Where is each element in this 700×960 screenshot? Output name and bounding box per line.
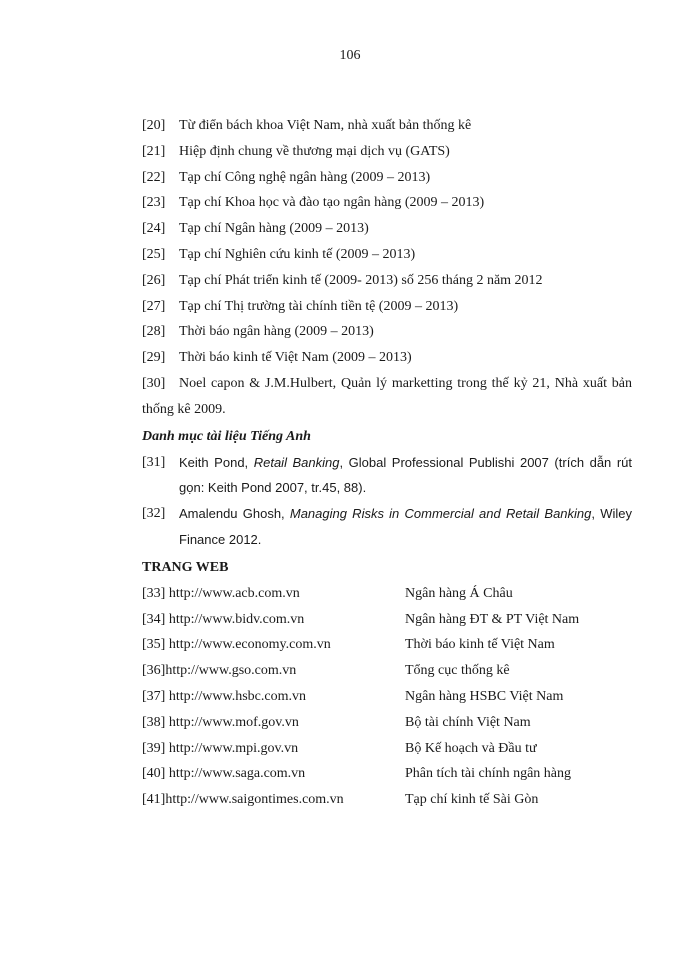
reference-text: Tạp chí Khoa học và đào tạo ngân hàng (2009 – 2013) <box>179 195 485 211</box>
reference-number: [23] <box>142 195 166 211</box>
web-references <box>142 581 632 813</box>
web-reference-url: [40] http://www.saga.com.vn <box>142 766 306 782</box>
web-reference-item <box>142 581 632 607</box>
reference-title: Managing Risks in Commercial and Retail Banking <box>289 506 592 522</box>
reference-text: Tạp chí Ngân hàng (2009 – 2013) <box>179 221 369 237</box>
english-section-title: Danh mục tài liệu Tiếng Anh <box>142 428 311 444</box>
reference-item <box>142 113 632 139</box>
reference-number: [20] <box>142 118 166 133</box>
reference-item <box>142 242 632 268</box>
reference-text: Thời báo kinh tế Việt Nam (2009 – 2013) <box>179 350 412 366</box>
page-number: 106 <box>339 48 361 63</box>
web-reference-item <box>142 607 632 633</box>
reference-text <box>179 455 632 496</box>
reference-text: Tạp chí Công nghệ ngân hàng (2009 – 2013) <box>179 169 431 185</box>
reference-item <box>142 501 632 553</box>
reference-text: Thời báo ngân hàng (2009 – 2013) <box>179 324 374 340</box>
web-reference-url: [35] http://www.economy.com.vn <box>142 637 331 653</box>
reference-details: , Wiley Finance 2012. <box>179 506 632 547</box>
reference-number: [27] <box>142 298 166 314</box>
reference-list <box>142 113 632 813</box>
reference-item <box>142 139 632 165</box>
reference-text: Tạp chí Thị trường tài chính tiền tệ (2009 – 2013) <box>179 298 459 314</box>
reference-text: Tạp chí Phát triển kinh tế (2009- 2013) số 256 tháng 2 năm 2012 <box>179 272 543 288</box>
web-reference-url: [39] http://www.mpi.gov.vn <box>142 740 299 756</box>
reference-number: [26] <box>142 272 166 288</box>
web-reference-url: [38] http://www.mof.gov.vn <box>142 714 299 730</box>
web-reference-name: Tổng cục thống kê <box>405 663 510 679</box>
web-reference-name: Phân tích tài chính ngân hàng <box>405 766 572 782</box>
reference-text: Tạp chí Nghiên cứu kinh tế (2009 – 2013) <box>179 246 416 262</box>
web-reference-item <box>142 761 632 787</box>
web-reference-name: Bộ Kế hoạch và Đầu tư <box>405 740 537 756</box>
web-reference-item <box>142 710 632 736</box>
web-reference-item <box>142 787 632 813</box>
reference-item <box>142 190 632 216</box>
reference-item <box>142 294 632 320</box>
reference-item <box>142 345 632 371</box>
reference-item <box>142 268 632 294</box>
web-reference-name: Ngân hàng HSBC Việt Nam <box>405 688 564 704</box>
reference-number: [29] <box>142 350 166 366</box>
reference-number: [21] <box>142 143 166 159</box>
reference-item <box>142 165 632 191</box>
reference-number: [32] <box>142 506 166 522</box>
vietnamese-references <box>142 113 632 371</box>
reference-title: Retail Banking <box>253 454 340 470</box>
web-reference-item <box>142 658 632 684</box>
reference-author: Amalendu Ghosh, <box>179 506 290 522</box>
web-reference-url: [41]http://www.saigontimes.com.vn <box>142 792 344 808</box>
reference-text: Từ điển bách khoa Việt Nam, nhà xuất bản thống kê <box>179 118 472 133</box>
reference-item <box>142 371 632 423</box>
reference-number: [22] <box>142 169 166 185</box>
web-reference-url: [36]http://www.gso.com.vn <box>142 663 297 679</box>
web-reference-name: Ngân hàng Á Châu <box>405 585 513 601</box>
reference-text: Hiệp định chung về thương mại dịch vụ (GATS) <box>179 143 450 159</box>
reference-text <box>179 506 632 547</box>
reference-number: [25] <box>142 246 166 262</box>
reference-number: [24] <box>142 221 166 237</box>
reference-item <box>142 216 632 242</box>
web-reference-name: Bộ tài chính Việt Nam <box>405 714 531 730</box>
web-reference-name: Thời báo kinh tế Việt Nam <box>405 637 555 653</box>
reference-number: [30] <box>142 375 166 391</box>
web-reference-name: Ngân hàng ĐT & PT Việt Nam <box>405 611 580 627</box>
web-reference-url: [37] http://www.hsbc.com.vn <box>142 688 306 704</box>
web-reference-item <box>142 684 632 710</box>
web-section-title: TRANG WEB <box>142 559 229 575</box>
web-reference-item <box>142 736 632 762</box>
english-references <box>142 450 632 553</box>
reference-item <box>142 319 632 345</box>
web-reference-item <box>142 632 632 658</box>
web-reference-url: [33] http://www.acb.com.vn <box>142 585 300 601</box>
reference-details: , Global Professional Publishi 2007 (trích dẫn rút gọn: Keith Pond 2007, tr.45, 88). <box>179 454 633 496</box>
reference-number: [31] <box>142 454 166 470</box>
reference-text: Noel capon & J.M.Hulbert, Quản lý marketting trong thế kỷ 21, Nhà xuất bản thống kê 2009. <box>142 375 632 417</box>
reference-author: Keith Pond, <box>179 454 254 470</box>
reference-item <box>142 450 632 502</box>
web-reference-name: Tạp chí kinh tế Sài Gòn <box>405 792 539 808</box>
reference-number: [28] <box>142 324 166 340</box>
web-reference-url: [34] http://www.bidv.com.vn <box>142 611 305 627</box>
